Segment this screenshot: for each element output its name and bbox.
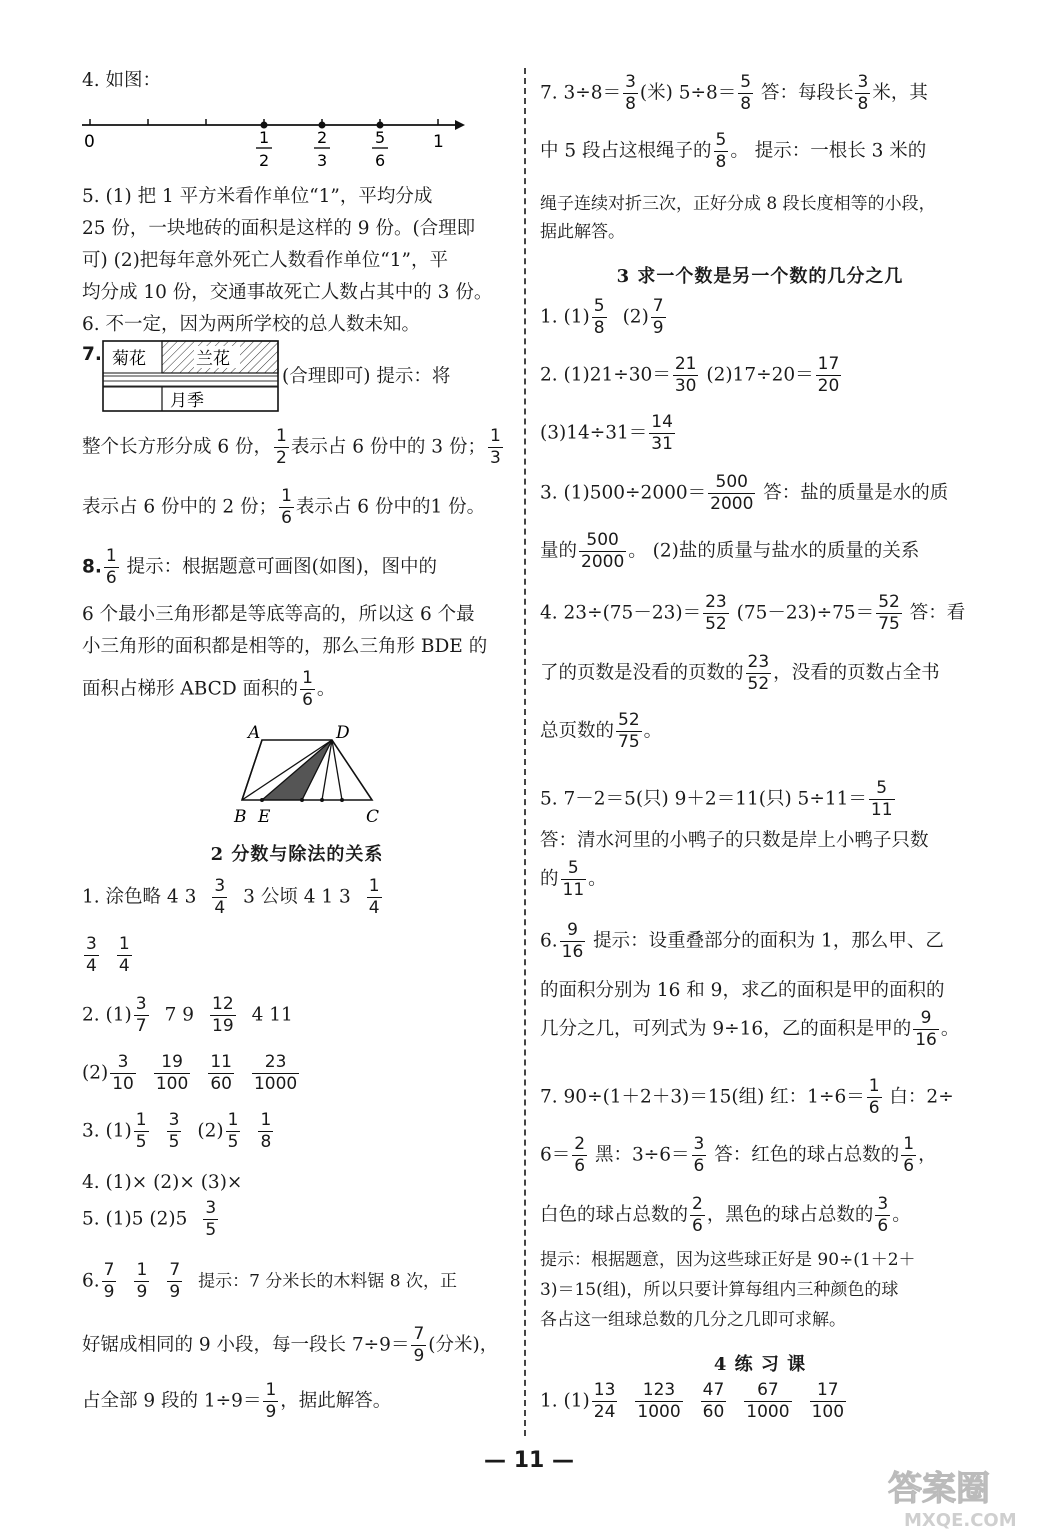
q6-line3: 占全部 9 段的 1÷9＝ $\frac{1}{9}$ ，据此解答。 [82, 1380, 392, 1422]
label-ju: 菊花 [112, 349, 146, 369]
answer-8-line2: 6 个最小三角形都是等底等高的，所以这 6 个最 [82, 604, 475, 625]
answer-8-line3: 小三角形的面积都是相等的，那么三角形 BDE 的 [82, 636, 488, 657]
q4: 4. (1)× (2)× (3)× [82, 1172, 243, 1193]
p1: 1. (1) $\frac{13}{24}$ $\frac{123}{1000}$ $\frac{47}{60}$ $\frac{67}{1000}$ $\frac{17}{100}$ [540, 1380, 845, 1422]
svg-text:答案圈: 答案圈 [888, 1469, 990, 1509]
answer-5-line1: 5. (1) 把 1 平方米看作单位“1”，平均分成 [82, 186, 433, 207]
answer-8-line4: 面积占梯形 ABCD 面积的 $\frac{1}{6}$ 。 [82, 668, 336, 710]
page-number: — 11 — [484, 1448, 574, 1473]
answer-7-note: (合理即可) 提示：将 [282, 366, 451, 387]
answer-5-line3: 可) (2)把每年意外死亡人数看作单位“1”，平 [82, 250, 448, 271]
nl-zero: 0 [84, 132, 95, 152]
s5-line2: 答：清水河里的小鸭子的只数是岸上小鸭子只数 [540, 830, 929, 851]
svg-text:2: 2 [317, 128, 328, 147]
s7-hint-line1: 提示：根据题意，因为这些球正好是 90÷(1＋2＋ [540, 1250, 916, 1270]
q6-line2: 好锯成相同的 9 小段，每一段长 7÷9＝ $\frac{7}{9}$ (分米)， [82, 1324, 499, 1366]
s7-hint-line3: 各占这一组球总数的几分之几即可求解。 [540, 1310, 846, 1330]
s3-line2: 量的 $\frac{500}{2000}$ 。 (2)盐的质量与盐水的质量的关系 [540, 530, 920, 572]
svg-text:E: E [258, 807, 271, 827]
number-line [82, 105, 482, 175]
answer-7-line3: 表示占 6 份中的 2 份； $\frac{1}{6}$ 表示占 6 份中的1 份。 [82, 486, 486, 528]
watermark-logo [880, 1462, 1050, 1532]
svg-text:6: 6 [375, 151, 386, 170]
svg-text:2: 2 [259, 151, 270, 170]
svg-text:D: D [336, 723, 350, 743]
s7-hint-line2: 3)＝15(组)，所以只要计算每组内三种颜色的球 [540, 1280, 899, 1300]
s7-line3: 白色的球占总数的 $\frac{2}{6}$ ，黑色的球占总数的 $\frac{3}{6}$ 。 [540, 1194, 911, 1236]
s4-line1: 4. 23÷(75－23)＝ $\frac{23}{52}$ (75－23)÷75＝ $\frac{52}{75}$ 答：看 [540, 592, 966, 634]
section-2-title: 2 分数与除法的关系 [210, 844, 384, 865]
section-4-title: 4 练 习 课 [713, 1354, 807, 1375]
q2-line1: 2. (1) $\frac{3}{7}$ 7 9 $\frac{12}{19}$ 4 11 [82, 994, 293, 1036]
r7-line4: 据此解答。 [540, 222, 625, 242]
nl-one: 1 [433, 132, 444, 152]
label-lan: 兰花 [196, 349, 230, 369]
svg-text:MXQE.COM: MXQE.COM [904, 1510, 1017, 1531]
s6-line3: 几分之几，可列式为 9÷16，乙的面积是甲的 $\frac{9}{16}$ 。 [540, 1008, 960, 1050]
answer-7: 7. [82, 344, 102, 365]
answer-5-line2: 25 份，一块地砖的面积是这样的 9 份。(合理即 [82, 218, 476, 239]
trapezoid-figure [232, 720, 392, 830]
answer-8: 8. $\frac{1}{6}$ 提示：根据题意可画图(如图)，图中的 [82, 546, 438, 588]
q2-line2: (2) $\frac{3}{10}$ $\frac{19}{100}$ $\frac{11}{60}$ $\frac{23}{1000}$ [82, 1052, 298, 1094]
q1-line2: $\frac{3}{4}$ $\frac{1}{4}$ [86, 934, 130, 976]
s4-line2: 了的页数是没看的页数的 $\frac{23}{52}$ ，没看的页数占全书 [540, 652, 940, 694]
s2-line2: (3)14÷31＝ $\frac{14}{31}$ [540, 412, 673, 454]
s7-line1: 7. 90÷(1＋2＋3)＝15(组) 红：1÷6＝ $\frac{1}{6}$ 白：2÷ [540, 1076, 954, 1118]
label-yueji: 月季 [170, 391, 204, 411]
answer-4: 4. 如图： [82, 70, 162, 91]
s3-line1: 3. (1)500÷2000＝ $\frac{500}{2000}$ 答：盐的质量是水的质 [540, 472, 949, 514]
q5: 5. (1)5 (2)5 $\frac{3}{5}$ [82, 1198, 217, 1240]
answer-5-line4: 均分成 10 份，交通事故死亡人数占其中的 3 份。 [82, 282, 493, 303]
s4-line3: 总页数的 $\frac{52}{75}$ 。 [540, 710, 663, 752]
s6-line2: 的面积分别为 16 和 9，求乙的面积是甲的面积的 [540, 980, 945, 1001]
s7-line2: 6＝ $\frac{2}{6}$ 黑：3÷6＝ $\frac{3}{6}$ 答：红色的球占总数的 $\frac{1}{6}$ ， [540, 1134, 937, 1176]
svg-text:C: C [366, 807, 380, 827]
s2-line1: 2. (1)21÷30＝ $\frac{21}{30}$ (2)17÷20＝ $\frac{17}{20}$ [540, 354, 840, 396]
svg-text:3: 3 [317, 151, 328, 170]
s6-line1: 6. $\frac{9}{16}$ 提示：设重叠部分的面积为 1，那么甲、乙 [540, 920, 944, 962]
s5-line1: 5. 7－2＝5(只) 9＋2＝11(只) 5÷11＝ $\frac{5}{11}$ [540, 778, 893, 820]
svg-text:B: B [234, 807, 247, 827]
column-divider [524, 68, 526, 1436]
q3: 3. (1) $\frac{1}{5}$ $\frac{3}{5}$ (2) $\frac{1}{5}$ $\frac{1}{8}$ [82, 1110, 272, 1152]
svg-text:5: 5 [375, 128, 386, 147]
flower-rectangle [102, 340, 280, 412]
answer-6: 6. 不一定，因为两所学校的总人数未知。 [82, 314, 421, 335]
section-3-title: 3 求一个数是另一个数的几分之几 [616, 266, 904, 287]
q1: 1. 涂色略 4 3 $\frac{3}{4}$ 3 公顷 4 1 3 $\frac{1}{4}$ [82, 876, 380, 918]
q6-line1: 6. $\frac{7}{9}$ $\frac{1}{9}$ $\frac{7}{9}$ 提示：7 分米长的木料锯 8 次，正 [82, 1260, 457, 1302]
svg-text:1: 1 [259, 128, 270, 147]
r7-line3: 绳子连续对折三次，正好分成 8 段长度相等的小段， [540, 194, 936, 214]
r7-line1: 7. 3÷8＝ $\frac{3}{8}$ (米) 5÷8＝ $\frac{5}{8}$ 答：每段长 $\frac{3}{8}$ 米，其 [540, 72, 928, 114]
r7-line2: 中 5 段占这根绳子的 $\frac{5}{8}$ 。 提示：一根长 3 米的 [540, 130, 927, 172]
answer-7-line2: 整个长方形分成 6 份， $\frac{1}{2}$ 表示占 6 份中的 3 份； $\frac{1}{3}$ [82, 426, 501, 468]
s5-line3: 的 $\frac{5}{11}$ 。 [540, 858, 607, 900]
svg-text:A: A [248, 723, 261, 743]
s1: 1. (1) $\frac{5}{8}$ (2) $\frac{7}{9}$ [540, 296, 664, 338]
